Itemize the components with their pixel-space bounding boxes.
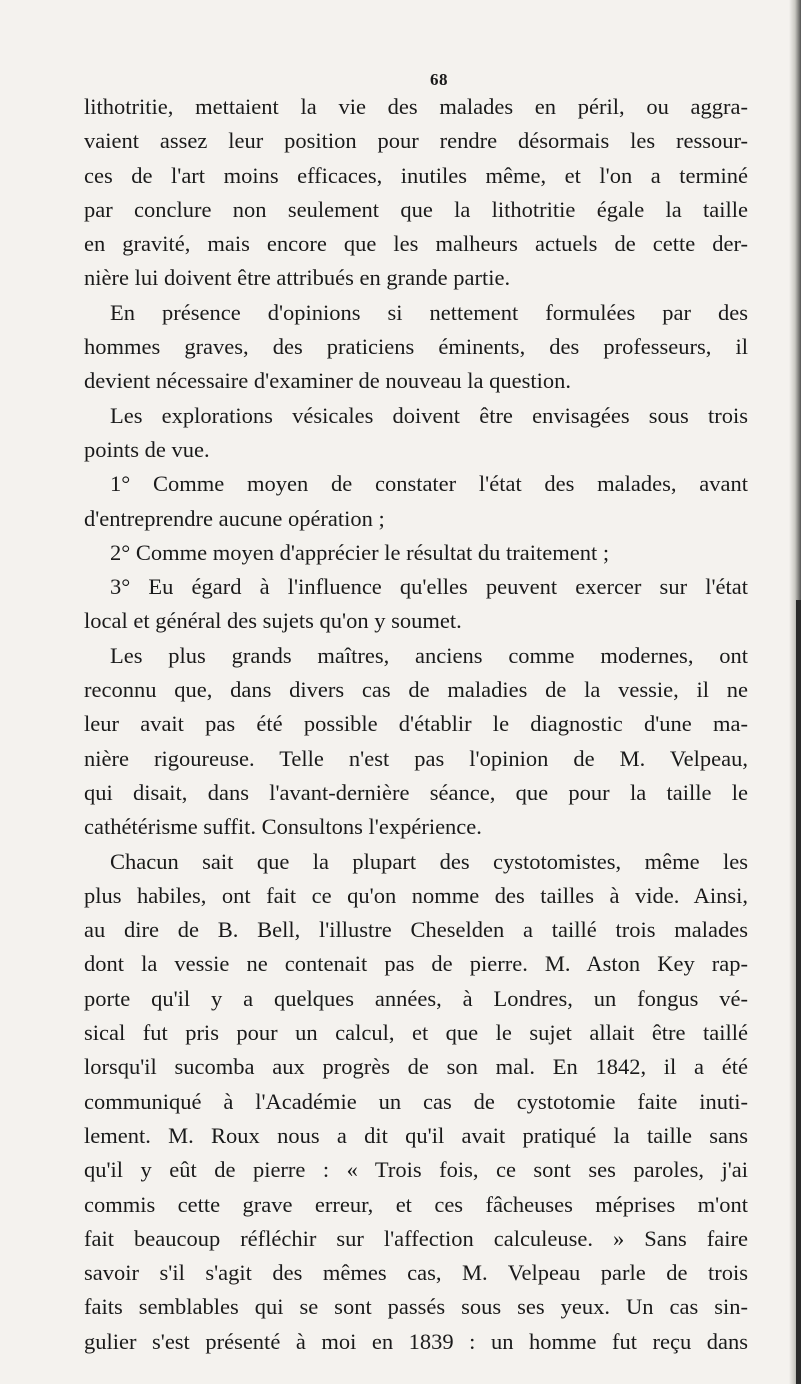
text-line: porte qu'il y a quelques années, à Londres, un fongus vé-: [84, 985, 748, 1011]
text-line: savoir s'il s'agit des mêmes cas, M. Velpeau parle de trois: [84, 1260, 748, 1286]
text-line: lithotritie, mettaient la vie des malades en péril, ou aggra-: [84, 94, 748, 119]
text-line: ces de l'art moins efficaces, inutiles même, et l'on a terminé: [84, 162, 748, 188]
text-line: nière rigoureuse. Telle n'est pas l'opinion de M. Velpeau,: [84, 745, 748, 771]
text-line: Les plus grands maîtres, anciens comme modernes, ont: [110, 642, 748, 668]
text-line: faits semblables qui se sont passés sous ses yeux. Un cas sin-: [84, 1294, 748, 1320]
text-line: lorsqu'il sucomba aux progrès de son mal. En 1842, il a été: [84, 1054, 748, 1080]
text-line: reconnu que, dans divers cas de maladies de la vessie, il ne: [84, 677, 748, 703]
page-edge-binding: [796, 600, 801, 1384]
text-line: 1° Comme moyen de constater l'état des malades, avant: [110, 471, 748, 497]
body-text: [84, 90, 748, 1359]
text-line: au dire de B. Bell, l'illustre Cheselden a taillé trois malades: [84, 917, 748, 943]
text-line: en gravité, mais encore que les malheurs actuels de cette der-: [84, 231, 748, 257]
page-number: 68: [430, 70, 448, 89]
text-line: Chacun sait que la plupart des cystotomistes, même les: [110, 848, 748, 874]
text-line: lement. M. Roux nous a dit qu'il avait pratiqué la taille sans: [84, 1122, 748, 1148]
text-line: d'entreprendre aucune opération ;: [84, 505, 385, 531]
text-line: par conclure non seulement que la lithotritie égale la taille: [84, 196, 748, 222]
text-line: fait beaucoup réfléchir sur l'affection calculeuse. » Sans faire: [84, 1225, 748, 1251]
text-line: qui disait, dans l'avant-dernière séance, que pour la taille le: [84, 779, 748, 805]
text-line: En présence d'opinions si nettement formulées par des: [110, 299, 748, 325]
text-line: local et général des sujets qu'on y soumet.: [84, 608, 462, 634]
text-line: gulier s'est présenté à moi en 1839 : un homme fut reçu dans: [84, 1328, 748, 1354]
text-line: 2° Comme moyen d'apprécier le résultat du traitement ;: [110, 539, 610, 565]
text-line: sical fut pris pour un calcul, et que le sujet allait être taillé: [84, 1020, 748, 1046]
text-line: devient nécessaire d'examiner de nouveau la question.: [84, 368, 571, 394]
text-line: cathétérisme suffit. Consultons l'expérience.: [84, 814, 482, 840]
text-line: hommes graves, des praticiens éminents, des professeurs, il: [84, 334, 748, 360]
text-line: nière lui doivent être attribués en grande partie.: [84, 265, 511, 291]
text-line: plus habiles, ont fait ce qu'on nomme des tailles à vide. Ainsi,: [84, 882, 748, 908]
text-line: qu'il y eût de pierre : « Trois fois, ce sont ses paroles, j'ai: [84, 1157, 748, 1183]
text-line: leur avait pas été possible d'établir le diagnostic d'une ma-: [84, 711, 748, 737]
text-line: points de vue.: [84, 436, 210, 462]
text-line: communiqué à l'Académie un cas de cystotomie faite inuti-: [84, 1088, 748, 1114]
text-line: Les explorations vésicales doivent être envisagées sous trois: [110, 402, 748, 428]
text-line: dont la vessie ne contenait pas de pierre. M. Aston Key rap-: [84, 951, 748, 977]
text-line: vaient assez leur position pour rendre désormais les ressour-: [84, 128, 748, 154]
text-line: 3° Eu égard à l'influence qu'elles peuvent exercer sur l'état: [110, 574, 748, 600]
text-line: commis cette grave erreur, et ces fâcheuses méprises m'ont: [84, 1191, 748, 1217]
